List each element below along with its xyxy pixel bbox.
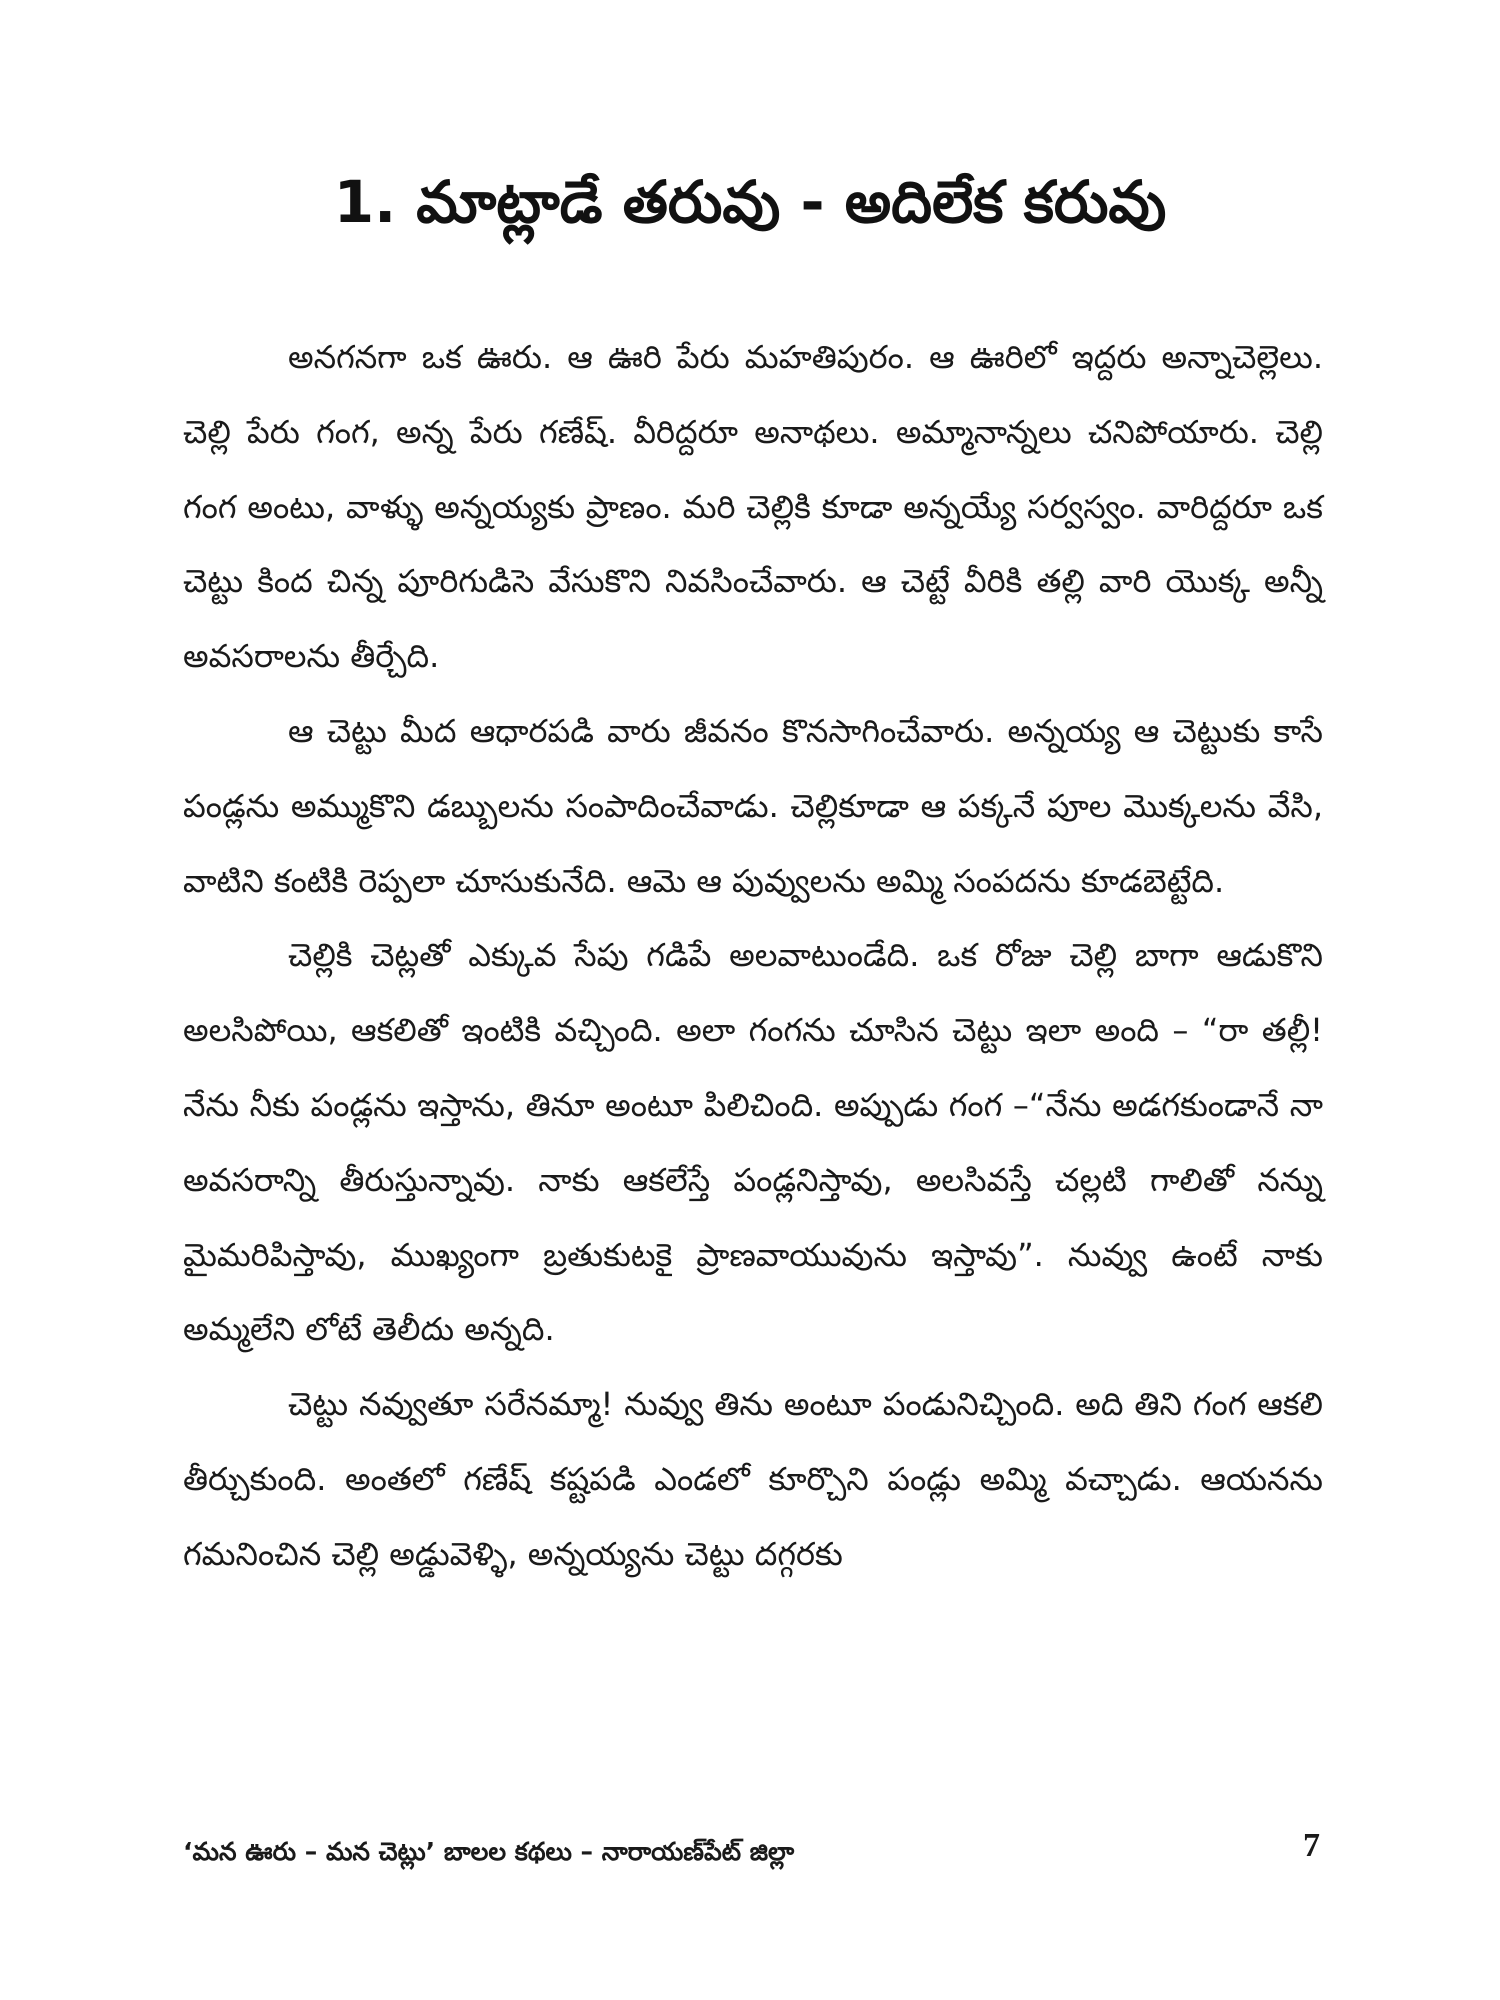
paragraph-1: అనగనగా ఒక ఊరు. ఆ ఊరి పేరు మహతిపురం. ఆ ఊరిలో ఇద్దరు అన్నాచెల్లెలు. చెల్లి పేరు గంగ, అన్న పేరు గణేష్. వీరిద్దరూ అనాథలు. అమ్మానాన్నలు చనిపోయారు. చెల్లి గంగ అంటు, వాళ్ళు అన్నయ్యకు ప్రాణం. మరి చెల్లికి కూడా అన్నయ్యే సర్వస్వం. వారిద్దరూ ఒక చెట్టు కింద చిన్న పూరిగుడిసె వేసుకొని నివసించేవారు. ఆ చెట్టే వీరికి తల్లి వారి యొక్క అన్నీ అవసరాలను తీర్చేది. bbox=[183, 338, 1323, 676]
paragraph-2: ఆ చెట్టు మీద ఆధారపడి వారు జీవనం కొనసాగించేవారు. అన్నయ్య ఆ చెట్టుకు కాసే పండ్లను అమ్ముకొని డబ్బులను సంపాదించేవాడు. చెల్లికూడా ఆ పక్కనే పూల మొక్కలను వేసి, వాటిని కంటికి రెప్పలా చూసుకునేది. ఆమె ఆ పువ్వులను అమ్మి సంపదను కూడబెట్టేది. bbox=[183, 711, 1323, 900]
chapter-title: 1. మాట్లాడే తరువు - అదిలేక కరువు bbox=[333, 167, 1167, 236]
story-body bbox=[183, 320, 1323, 1592]
page-number: 7 bbox=[1303, 1827, 1320, 1864]
paragraph-4: చెట్టు నవ్వుతూ సరేనమ్మా! నువ్వు తిను అంటూ పండునిచ్చింది. అది తిని గంగ ఆకలి తీర్చుకుంది. అంతలో గణేష్ కష్టపడి ఎండలో కూర్చొని పండ్లు అమ్మి వచ్చాడు. ఆయనను గమనించిన చెల్లి అడ్డువెళ్ళి, అన్నయ్యను చెట్టు దగ్గరకు bbox=[183, 1385, 1323, 1573]
paragraph-3: చెల్లికి చెట్లతో ఎక్కువ సేపు గడిపే అలవాటుండేది. ఒక రోజు చెల్లి బాగా ఆడుకొని అలసిపోయి, ఆకలితో ఇంటికి వచ్చింది. అలా గంగను చూసిన చెట్టు ఇలా అంది – “రా తల్లీ! నేను నీకు పండ్లను ఇస్తాను, తినూ అంటూ పిలిచింది. అప్పుడు గంగ –“నేను అడగకుండానే నా అవసరాన్ని తీరుస్తున్నావు. నాకు ఆకలేస్తే పండ్లనిస్తావు, అలసివస్తే చల్లటి గాలితో నన్ను మైమరిపిస్తావు, ముఖ్యంగా బ్రతుకుటకై ప్రాణవాయువును ఇస్తావు”. నువ్వు ఉంటే నాకు అమ్మలేని లోటే తెలీదు అన్నది. bbox=[183, 936, 1323, 1349]
footer-book-title: ‘మన ఊరు – మన చెట్లు’ బాలల కథలు – నారాయణ్‌పేట్ జిల్లా bbox=[183, 1837, 795, 1866]
